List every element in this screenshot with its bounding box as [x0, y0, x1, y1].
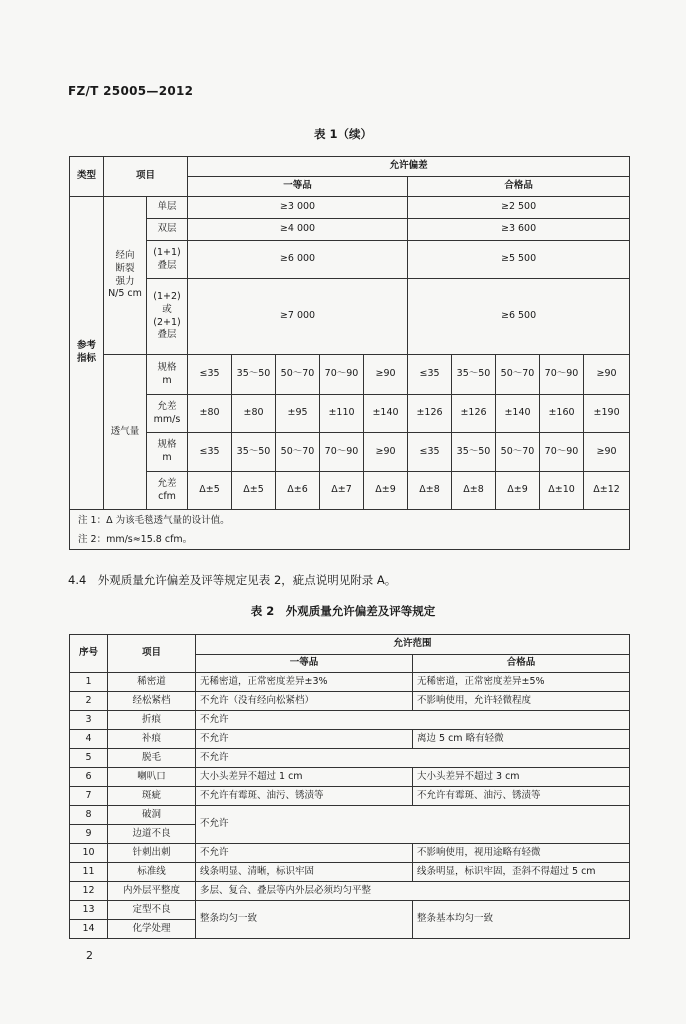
t1-head-item: 项目: [104, 157, 188, 197]
t1-layer: (1+1) 叠层: [147, 241, 188, 279]
t1-cell: Δ±8: [408, 472, 452, 510]
t1-cell: 35～50: [452, 433, 496, 472]
t2-item: 标准线: [108, 863, 196, 882]
t2-merged-8-9: 不允许: [196, 806, 630, 844]
t2-no: 2: [70, 692, 108, 711]
t2-head-grade1: 一等品: [196, 655, 413, 673]
t2-head-grade2: 合格品: [413, 655, 630, 673]
t1-air-name: 允差 cfm: [147, 472, 188, 510]
t1-cell: ≥7 000: [188, 279, 408, 355]
t1-cell: ≥90: [364, 355, 408, 395]
t2-no: 7: [70, 787, 108, 806]
t2-merged-13-14-g1: 整条均匀一致: [196, 901, 413, 939]
t1-cell: ≤35: [188, 433, 232, 472]
t1-cell: ±160: [540, 395, 584, 433]
table1: [69, 156, 630, 550]
t1-air-label: 透气量: [104, 355, 147, 510]
t2-no: 6: [70, 768, 108, 787]
t1-cell: 50～70: [276, 355, 320, 395]
t1-cell: 35～50: [452, 355, 496, 395]
t1-cell: 50～70: [496, 433, 540, 472]
t1-cell: ±126: [452, 395, 496, 433]
t2-g2: 离边 5 cm 略有轻微: [413, 730, 630, 749]
t1-cell: ±140: [496, 395, 540, 433]
table2: [69, 634, 630, 939]
t1-category: 参考 指标: [70, 197, 104, 510]
t2-item: 边道不良: [108, 825, 196, 844]
t1-layer: 单层: [147, 197, 188, 219]
t2-item: 针刺出刺: [108, 844, 196, 863]
t1-cell: 50～70: [276, 433, 320, 472]
t1-cell: Δ±5: [232, 472, 276, 510]
t1-cell: ±80: [232, 395, 276, 433]
t1-cell: ≥90: [584, 433, 630, 472]
t1-cell: ±140: [364, 395, 408, 433]
t2-no: 8: [70, 806, 108, 825]
t1-cell: Δ±8: [452, 472, 496, 510]
t2-no: 4: [70, 730, 108, 749]
table1-caption: 表 1（续）: [313, 127, 372, 141]
t2-head-range: 允许范围: [196, 635, 630, 655]
t2-item: 补痕: [108, 730, 196, 749]
t1-cell: Δ±9: [364, 472, 408, 510]
t1-cell: 70～90: [320, 433, 364, 472]
page-number: 2: [86, 949, 93, 962]
t2-no: 1: [70, 673, 108, 692]
clause-4-4: 4.4 外观质量允许偏差及评等规定见表 2，疵点说明见附录 A。: [68, 573, 397, 587]
t1-cell: ≥90: [364, 433, 408, 472]
t2-item: 内外层平整度: [108, 882, 196, 901]
t2-no: 10: [70, 844, 108, 863]
t1-cell: ±80: [188, 395, 232, 433]
t2-g1: 不允许: [196, 749, 630, 768]
t1-strength-label: 经向 断裂 强力 N/5 cm: [104, 197, 147, 355]
t2-g1: 不允许: [196, 711, 630, 730]
t1-air-name: 规格 m: [147, 355, 188, 395]
t2-g1: 无稀密道，正常密度差异±3%: [196, 673, 413, 692]
t2-item: 稀密道: [108, 673, 196, 692]
t1-cell: 35～50: [232, 355, 276, 395]
t2-g2: 不允许有霉斑、油污、锈渍等: [413, 787, 630, 806]
t1-air-name: 规格 m: [147, 433, 188, 472]
t1-cell: ≥4 000: [188, 219, 408, 241]
t1-head-allowance: 允许偏差: [188, 157, 630, 177]
t1-cell: Δ±7: [320, 472, 364, 510]
t2-no: 12: [70, 882, 108, 901]
t1-cell: 70～90: [320, 355, 364, 395]
t2-g2: 线条明显，标识牢固，歪斜不得超过 5 cm: [413, 863, 630, 882]
t1-cell: ≤35: [408, 355, 452, 395]
t1-cell: ±110: [320, 395, 364, 433]
t1-cell: Δ±12: [584, 472, 630, 510]
t2-g2: 不影响使用，视用途略有轻微: [413, 844, 630, 863]
t2-g1: 不允许有霉斑、油污、锈渍等: [196, 787, 413, 806]
t1-cell: ±95: [276, 395, 320, 433]
t1-cell: 50～70: [496, 355, 540, 395]
t2-item: 斑疵: [108, 787, 196, 806]
t1-notes: [70, 510, 630, 550]
t1-cell: ≥6 500: [408, 279, 630, 355]
t2-no: 5: [70, 749, 108, 768]
t2-item: 折痕: [108, 711, 196, 730]
t2-g2: 无稀密道，正常密度差异±5%: [413, 673, 630, 692]
t1-cell: ≥2 500: [408, 197, 630, 219]
table2-caption: 表 2 外观质量允许偏差及评等规定: [250, 604, 436, 618]
t2-merged-13-14-g2: 整条基本均匀一致: [413, 901, 630, 939]
t1-cell: ≤35: [188, 355, 232, 395]
t1-cell: ±126: [408, 395, 452, 433]
t1-cell: ±190: [584, 395, 630, 433]
t2-no: 9: [70, 825, 108, 844]
t1-air-name: 允差 mm/s: [147, 395, 188, 433]
t1-cell: Δ±9: [496, 472, 540, 510]
t2-g1: 大小头差异不超过 1 cm: [196, 768, 413, 787]
t1-cell: Δ±6: [276, 472, 320, 510]
t1-cell: Δ±5: [188, 472, 232, 510]
t2-g2: 大小头差异不超过 3 cm: [413, 768, 630, 787]
t1-cell: ≥6 000: [188, 241, 408, 279]
t1-cell: ≥90: [584, 355, 630, 395]
t2-g1: 线条明显、清晰，标识牢固: [196, 863, 413, 882]
t2-item: 化学处理: [108, 920, 196, 939]
t2-head-item: 项目: [108, 635, 196, 673]
t1-cell: 35～50: [232, 433, 276, 472]
t1-cell: ≥5 500: [408, 241, 630, 279]
t2-item: 经松紧档: [108, 692, 196, 711]
t2-no: 11: [70, 863, 108, 882]
t1-head-grade1: 一等品: [188, 177, 408, 197]
t2-item: 喇叭口: [108, 768, 196, 787]
t1-cell: ≤35: [408, 433, 452, 472]
t1-cell: 70～90: [540, 355, 584, 395]
t2-item: 脱毛: [108, 749, 196, 768]
t1-cell: ≥3 600: [408, 219, 630, 241]
t1-note-1: 注 1：Δ 为该毛毯透气量的设计值。: [78, 514, 230, 526]
t1-head-type: 类型: [70, 157, 104, 197]
t1-layer: 双层: [147, 219, 188, 241]
t2-g2: 不影响使用，允许轻微程度: [413, 692, 630, 711]
t2-g1: 不允许（没有经向松紧档）: [196, 692, 413, 711]
t1-head-grade2: 合格品: [408, 177, 630, 197]
t1-layer: (1+2) 或 (2+1) 叠层: [147, 279, 188, 355]
t1-note-2: 注 2：mm/s≈15.8 cfm。: [78, 533, 193, 545]
t1-cell: ≥3 000: [188, 197, 408, 219]
t2-g1: 多层、复合、叠层等内外层必须均匀平整: [196, 882, 630, 901]
t2-no: 3: [70, 711, 108, 730]
t2-no: 13: [70, 901, 108, 920]
t2-item: 破洞: [108, 806, 196, 825]
t2-g1: 不允许: [196, 730, 413, 749]
t1-cell: Δ±10: [540, 472, 584, 510]
t2-g1: 不允许: [196, 844, 413, 863]
standard-code: FZ/T 25005—2012: [68, 84, 194, 98]
t1-cell: 70～90: [540, 433, 584, 472]
t2-item: 定型不良: [108, 901, 196, 920]
t2-head-no: 序号: [70, 635, 108, 673]
t2-no: 14: [70, 920, 108, 939]
